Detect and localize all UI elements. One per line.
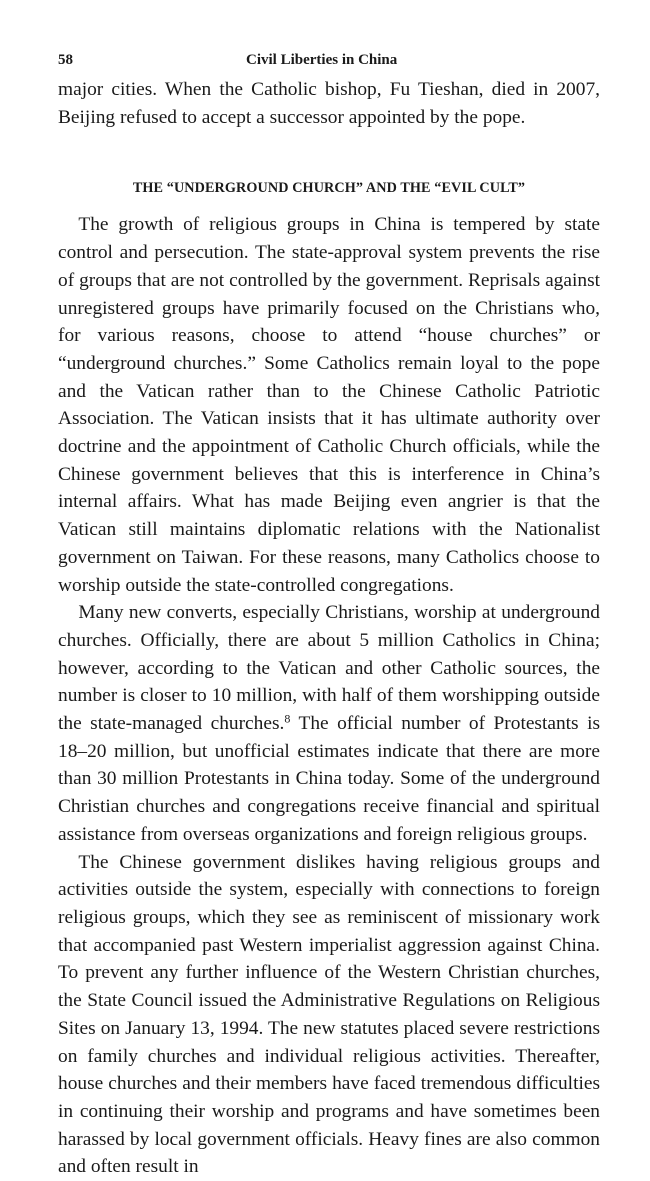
paragraph-text-before-note: Many new converts, especially Christians, worship at underground churches. Officially, there are about 5 million Catholics in China; however, according to the Vatican and other Catholic sources, the number is closer to 10 million, with half of them worshipping outside the state-managed churches. [58,602,600,735]
body-text [58,76,600,1181]
page-number: 58 [58,52,73,68]
paragraph-government-regulations: The Chinese government dislikes having religious groups and activities outside the system, especially with connections to foreign religious groups, which they see as reminiscent of missionary work that accompanied past Western imperialist aggression against China. To prevent any further influence of the Western Christian churches, the State Council issued the Administrative Regulations on Religious Sites on January 13, 1994. The new statutes placed severe restrictions on family churches and individual religious activities. Thereafter, house churches and their members have faced tremendous difficulties in continuing their worship and programs and have sometimes been harassed by local government officials. Heavy fines are also common and often result in [58,851,600,1178]
paragraph-state-control: The growth of religious groups in China is tempered by state control and persecution. The state-approval system prevents the rise of groups that are not controlled by the government. Reprisals against unregistered groups have primarily focused on the Christians who, for various reasons, choose to attend “house churches” or “underground churches.” Some Catholics remain loyal to the pope and the Vatican rather than to the Chinese Catholic Patriotic Association. The Vatican insists that it has ultimate authority over doctrine and the appointment of Catholic Church officials, while the Chinese government believes that this is interference in China’s internal affairs. What has made Beijing even angrier is that the Vatican still maintains diplomatic relations with the Nationalist government on Taiwan. For these reasons, many Catholics choose to worship outside the state-controlled congregations. [58,214,600,596]
section-heading: THE “UNDERGROUND CHURCH” AND THE “EVIL CULT” [132,180,526,197]
footnote-marker: 8 [284,711,291,726]
running-head-title: Civil Liberties in China [246,52,398,68]
paragraph-underground-churches [58,599,600,848]
running-head [58,52,600,76]
book-page [58,52,600,1181]
paragraph-text-after-note: The official number of Protestants is 18–20 million, but unofficial estimates indicate that there are more than 30 million Protestants in China today. Some of the underground Christian churches and congregations receive financial and spiritual assistance from overseas organizations and foreign religious groups. [58,713,600,845]
opening-paragraph: major cities. When the Catholic bishop, Fu Tieshan, died in 2007, Beijing refused to accept a successor appointed by the pope. [58,79,600,128]
